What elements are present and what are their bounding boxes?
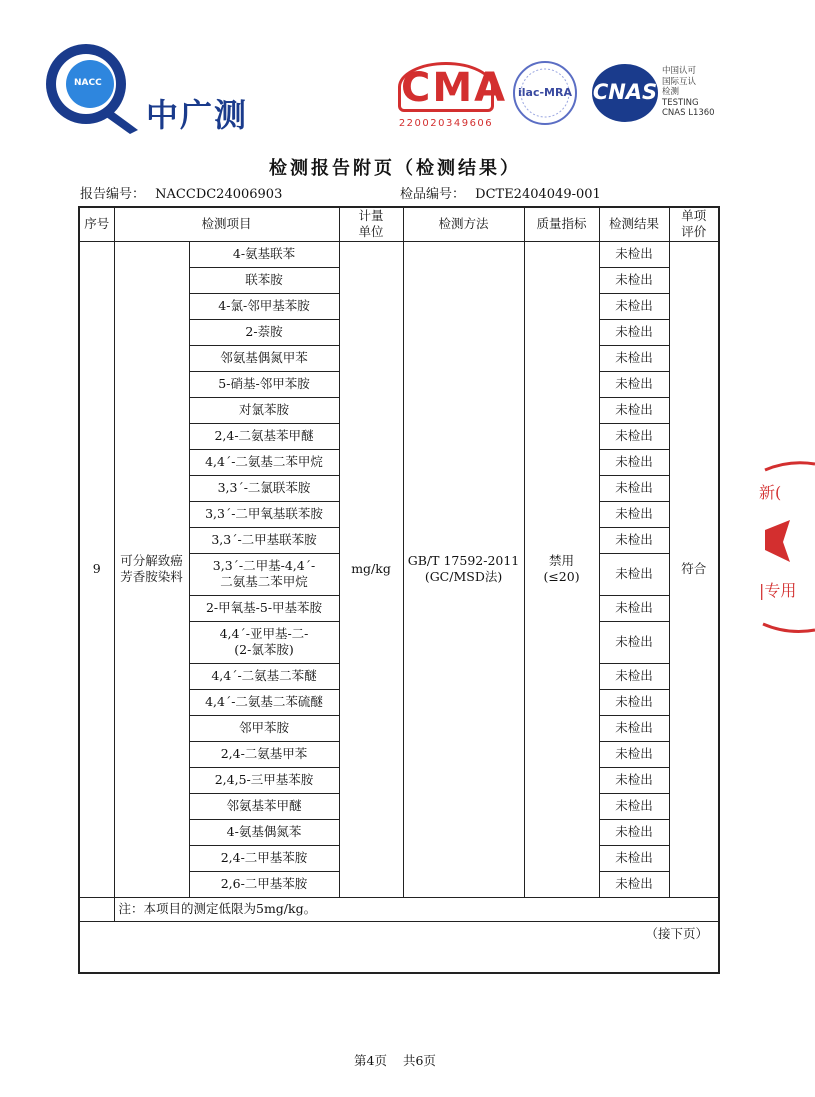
note-cell: 注：本项目的测定低限为5mg/kg。	[114, 897, 719, 921]
result-cell: 未检出	[599, 767, 669, 793]
result-cell: 未检出	[599, 397, 669, 423]
stamp-text: |专用	[759, 581, 797, 600]
header-unit	[339, 207, 403, 241]
result-cell: 未检出	[599, 267, 669, 293]
page-title: 检测报告附页（检测结果）	[269, 158, 521, 179]
test-item-cell	[189, 553, 339, 595]
header-judge	[669, 207, 719, 241]
report-number-value: NACCDC24006903	[155, 187, 283, 202]
stamp-text: 新(	[759, 483, 782, 502]
test-item-line: 邻甲苯胺	[239, 720, 290, 735]
test-item-cell	[189, 767, 339, 793]
test-item-line: 3,3´-二甲基-4,4´-	[212, 558, 316, 573]
test-item-cell	[189, 449, 339, 475]
result-cell: 未检出	[599, 423, 669, 449]
table-row	[79, 241, 719, 267]
result-cell: 未检出	[599, 741, 669, 767]
test-item-line: 联苯胺	[245, 272, 283, 287]
test-item-cell	[189, 293, 339, 319]
unit-cell: mg/kg	[339, 241, 403, 897]
header-result: 检测结果	[599, 207, 669, 241]
test-item-cell	[189, 371, 339, 397]
cma-mark: CMA	[398, 62, 494, 112]
result-cell: 未检出	[599, 553, 669, 595]
test-item-cell	[189, 663, 339, 689]
result-cell: 未检出	[599, 595, 669, 621]
cnas-text-line: 中国认可	[662, 66, 697, 76]
cnas-side-text	[662, 66, 715, 119]
test-item-line: 2-甲氧基-5-甲基苯胺	[205, 600, 323, 615]
cnas-label: CNAS	[592, 80, 658, 104]
test-item-line: 2-萘胺	[245, 324, 283, 339]
test-item-line: 对氯苯胺	[239, 402, 290, 417]
group-name-line: 芳香胺染料	[120, 569, 183, 584]
test-item-line: 3,3´-二氯联苯胺	[217, 480, 311, 495]
nacc-logo-text: NACC	[74, 78, 102, 88]
table-body	[79, 241, 719, 973]
test-item-line: 4-氨基偶氮苯	[226, 824, 302, 839]
result-cell: 未检出	[599, 845, 669, 871]
test-item-cell	[189, 527, 339, 553]
group-name-cell	[114, 241, 189, 897]
result-cell: 未检出	[599, 621, 669, 663]
result-cell: 未检出	[599, 475, 669, 501]
test-item-line: 5-硝基-邻甲苯胺	[218, 376, 310, 391]
test-item-cell	[189, 241, 339, 267]
page-footer	[0, 1051, 790, 1069]
test-item-cell	[189, 621, 339, 663]
sample-number	[400, 183, 601, 202]
test-item-line: 4,4´-亚甲基-二-	[219, 626, 309, 641]
result-cell: 未检出	[599, 689, 669, 715]
test-item-cell	[189, 267, 339, 293]
test-item-line: 2,4-二氨基苯甲醚	[214, 428, 314, 443]
header-judge-line: 单项	[681, 208, 707, 224]
method-cell	[403, 241, 524, 897]
red-stamp-fragment	[755, 462, 815, 632]
test-item-line: 4-氨基联苯	[232, 246, 296, 261]
cnas-text-line: 检测	[662, 87, 680, 97]
judge-cell: 符合	[669, 241, 719, 897]
test-item-line: (2-氯苯胺)	[234, 642, 294, 657]
test-item-cell	[189, 741, 339, 767]
test-item-line: 邻氨基苯甲醚	[226, 798, 302, 813]
group-name-line: 可分解致癌	[120, 553, 183, 568]
test-item-cell	[189, 595, 339, 621]
test-item-line: 4,4´-二氨基二苯硫醚	[205, 694, 323, 709]
header-unit-line: 单位	[358, 224, 384, 240]
test-item-line: 4,4´-二氨基二苯甲烷	[205, 454, 323, 469]
header-seq: 序号	[79, 207, 114, 241]
test-item-line: 2,6-二甲基苯胺	[220, 876, 308, 891]
result-cell: 未检出	[599, 871, 669, 897]
nacc-logo	[38, 38, 148, 138]
result-cell: 未检出	[599, 527, 669, 553]
method-line: (GC/MSD法)	[424, 569, 503, 584]
test-item-line: 2,4-二甲基苯胺	[220, 850, 308, 865]
spec-line: 禁用	[549, 553, 575, 568]
test-item-line: 2,4,5-三甲基苯胺	[214, 772, 314, 787]
header-judge-line: 评价	[681, 224, 707, 240]
sample-number-label: 检品编号：	[400, 187, 466, 202]
report-number	[80, 183, 282, 202]
header-unit-line: 计量	[358, 208, 384, 224]
test-item-cell	[189, 819, 339, 845]
test-item-cell	[189, 345, 339, 371]
test-item-cell	[189, 793, 339, 819]
note-row	[79, 897, 719, 921]
test-item-cell	[189, 715, 339, 741]
ilac-mra-logo	[512, 60, 578, 126]
test-item-line: 2,4-二氨基甲苯	[220, 746, 308, 761]
cnas-text-line: CNAS L1360	[662, 108, 715, 118]
test-item-line: 3,3´-二甲氧基联苯胺	[205, 506, 323, 521]
report-number-label: 报告编号：	[80, 187, 146, 202]
test-item-cell	[189, 871, 339, 897]
header-spec: 质量指标	[524, 207, 599, 241]
cma-logo	[398, 62, 508, 129]
result-cell: 未检出	[599, 319, 669, 345]
test-item-cell	[189, 689, 339, 715]
result-cell: 未检出	[599, 501, 669, 527]
test-item-cell	[189, 319, 339, 345]
test-item-cell	[189, 501, 339, 527]
table-header-row	[79, 207, 719, 241]
spec-cell	[524, 241, 599, 897]
brand-name: 中广测	[146, 96, 249, 134]
result-cell: 未检出	[599, 819, 669, 845]
result-cell: 未检出	[599, 449, 669, 475]
sample-number-value: DCTE2404049-001	[475, 187, 601, 202]
test-item-cell	[189, 423, 339, 449]
result-cell: 未检出	[599, 241, 669, 267]
method-line: GB/T 17592-2011	[407, 553, 520, 568]
result-cell: 未检出	[599, 371, 669, 397]
ilac-mra-label: ilac-MRA	[518, 86, 572, 99]
continued-cell: （接下页）	[79, 921, 719, 973]
test-item-line: 4-氯-邻甲基苯胺	[218, 298, 310, 313]
test-item-line: 4,4´-二氨基二苯醚	[211, 668, 317, 683]
page-total: 共6页	[402, 1053, 436, 1068]
spec-line: (≤20)	[543, 569, 580, 584]
result-cell: 未检出	[599, 345, 669, 371]
cma-number: 220020349606	[398, 118, 494, 129]
test-item-line: 二氨基二苯甲烷	[220, 574, 308, 589]
continued-row	[79, 921, 719, 973]
result-cell: 未检出	[599, 715, 669, 741]
result-cell: 未检出	[599, 663, 669, 689]
page-number: 第4页	[354, 1053, 387, 1068]
test-item-line: 3,3´-二甲基联苯胺	[211, 532, 317, 547]
cnas-logo	[590, 62, 660, 124]
cnas-text-line: 国际互认	[662, 76, 697, 87]
seq-cell: 9	[79, 241, 114, 897]
header-item: 检测项目	[114, 207, 339, 241]
cnas-text-line: TESTING	[662, 97, 699, 108]
test-item-line: 邻氨基偶氮甲苯	[220, 350, 308, 365]
result-cell: 未检出	[599, 793, 669, 819]
test-item-cell	[189, 397, 339, 423]
results-table	[78, 206, 720, 974]
header-method: 检测方法	[403, 207, 524, 241]
result-cell: 未检出	[599, 293, 669, 319]
test-item-cell	[189, 475, 339, 501]
test-item-cell	[189, 845, 339, 871]
note-spacer-cell	[79, 897, 114, 921]
